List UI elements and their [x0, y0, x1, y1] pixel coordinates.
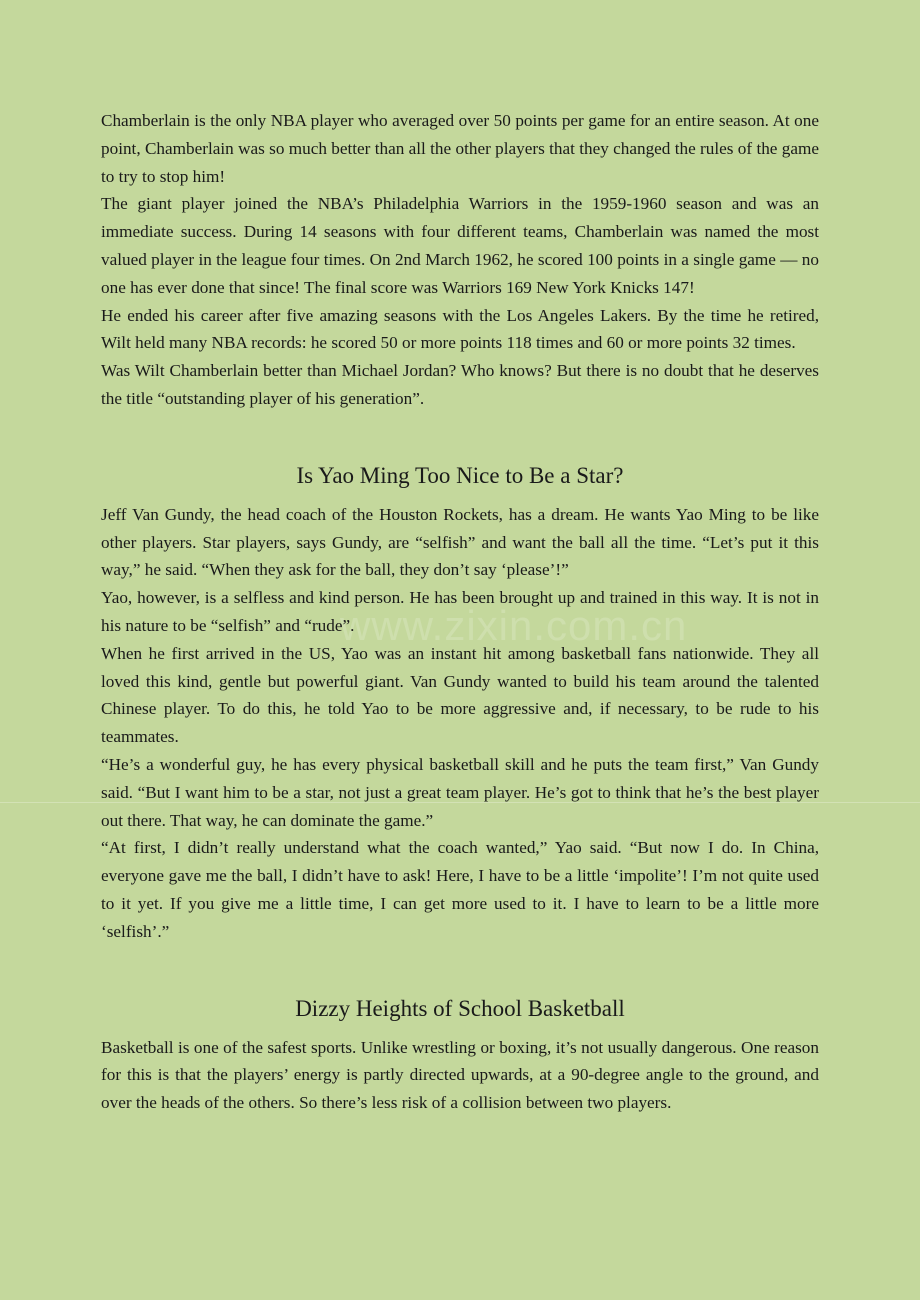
paragraph: “He’s a wonderful guy, he has every physical basketball skill and he puts the team first,” Van Gundy said. “But I want him to be a star, not just a great team player. He’s got to think that he’s the best player out there. That way, he can dominate the game.”: [101, 754, 819, 830]
paragraph: Jeff Van Gundy, the head coach of the Houston Rockets, has a dream. He wants Yao Ming to be like other players. Star players, says Gundy, are “selfish” and want the ball all the time. “Let’s put it this way,” he said. “When they ask for the ball, they don’t say ‘please’!”: [101, 504, 819, 580]
article-title: Is Yao Ming Too Nice to Be a Star?: [296, 462, 624, 488]
document-page: [101, 107, 819, 1117]
section-spacer: [101, 413, 819, 461]
heading-spacer: [101, 491, 819, 501]
article-title: Dizzy Heights of School Basketball: [295, 995, 625, 1021]
section-spacer: [101, 946, 819, 994]
paragraph: He ended his career after five amazing seasons with the Los Angeles Lakers. By the time he retired, Wilt held many NBA records: he scored 50 or more points 118 times and 60 or more points 32 times.: [101, 305, 819, 353]
paragraph: Chamberlain is the only NBA player who averaged over 50 points per game for an entire season. At one point, Chamberlain was so much better than all the other players that they changed the rules of the game to try to stop him!: [101, 111, 819, 186]
article-yao-ming: [101, 461, 819, 946]
paragraph: The giant player joined the NBA’s Philadelphia Warriors in the 1959-1960 season and was an immediate success. During 14 seasons with four different teams, Chamberlain was named the most valued player in the league four times. On 2nd March 1962, he scored 100 points in a single game — no one has ever done that since! The final score was Warriors 169 New York Knicks 147!: [101, 194, 819, 297]
paragraph: Was Wilt Chamberlain better than Michael Jordan? Who knows? But there is no doubt that he deserves the title “outstanding player of his generation”.: [101, 361, 819, 408]
watermark-text: www.zixin.com.cn: [340, 602, 688, 649]
heading-spacer: [101, 1024, 819, 1034]
paragraph: Yao, however, is a selfless and kind person. He has been brought up and trained in this way. It is not in his nature to be “selfish” and “rude”.: [101, 588, 819, 635]
article-chamberlain: [101, 107, 819, 413]
paragraph: “At first, I didn’t really understand what the coach wanted,” Yao said. “But now I do. In China, everyone gave me the ball, I didn’t have to ask! Here, I have to be a little ‘impolite’! I’m not quite used to it yet. If you give me a little time, I can get more used to it. I have to learn to be a little more ‘selfish’.”: [101, 838, 819, 941]
paragraph: When he first arrived in the US, Yao was an instant hit among basketball fans nationwide. They all loved this kind, gentle but powerful giant. Van Gundy wanted to build his team around the talented Chinese player. To do this, he told Yao to be more aggressive and, if necessary, to be rude to his teammates.: [101, 643, 819, 747]
paragraph: Basketball is one of the safest sports. Unlike wrestling or boxing, it’s not usually dangerous. One reason for this is that the players’ energy is partly directed upwards, at a 90-degree angle to the ground, and over the heads of the others. So there’s less risk of a collision between two players.: [101, 1037, 819, 1113]
article-school-basketball: [101, 994, 819, 1117]
